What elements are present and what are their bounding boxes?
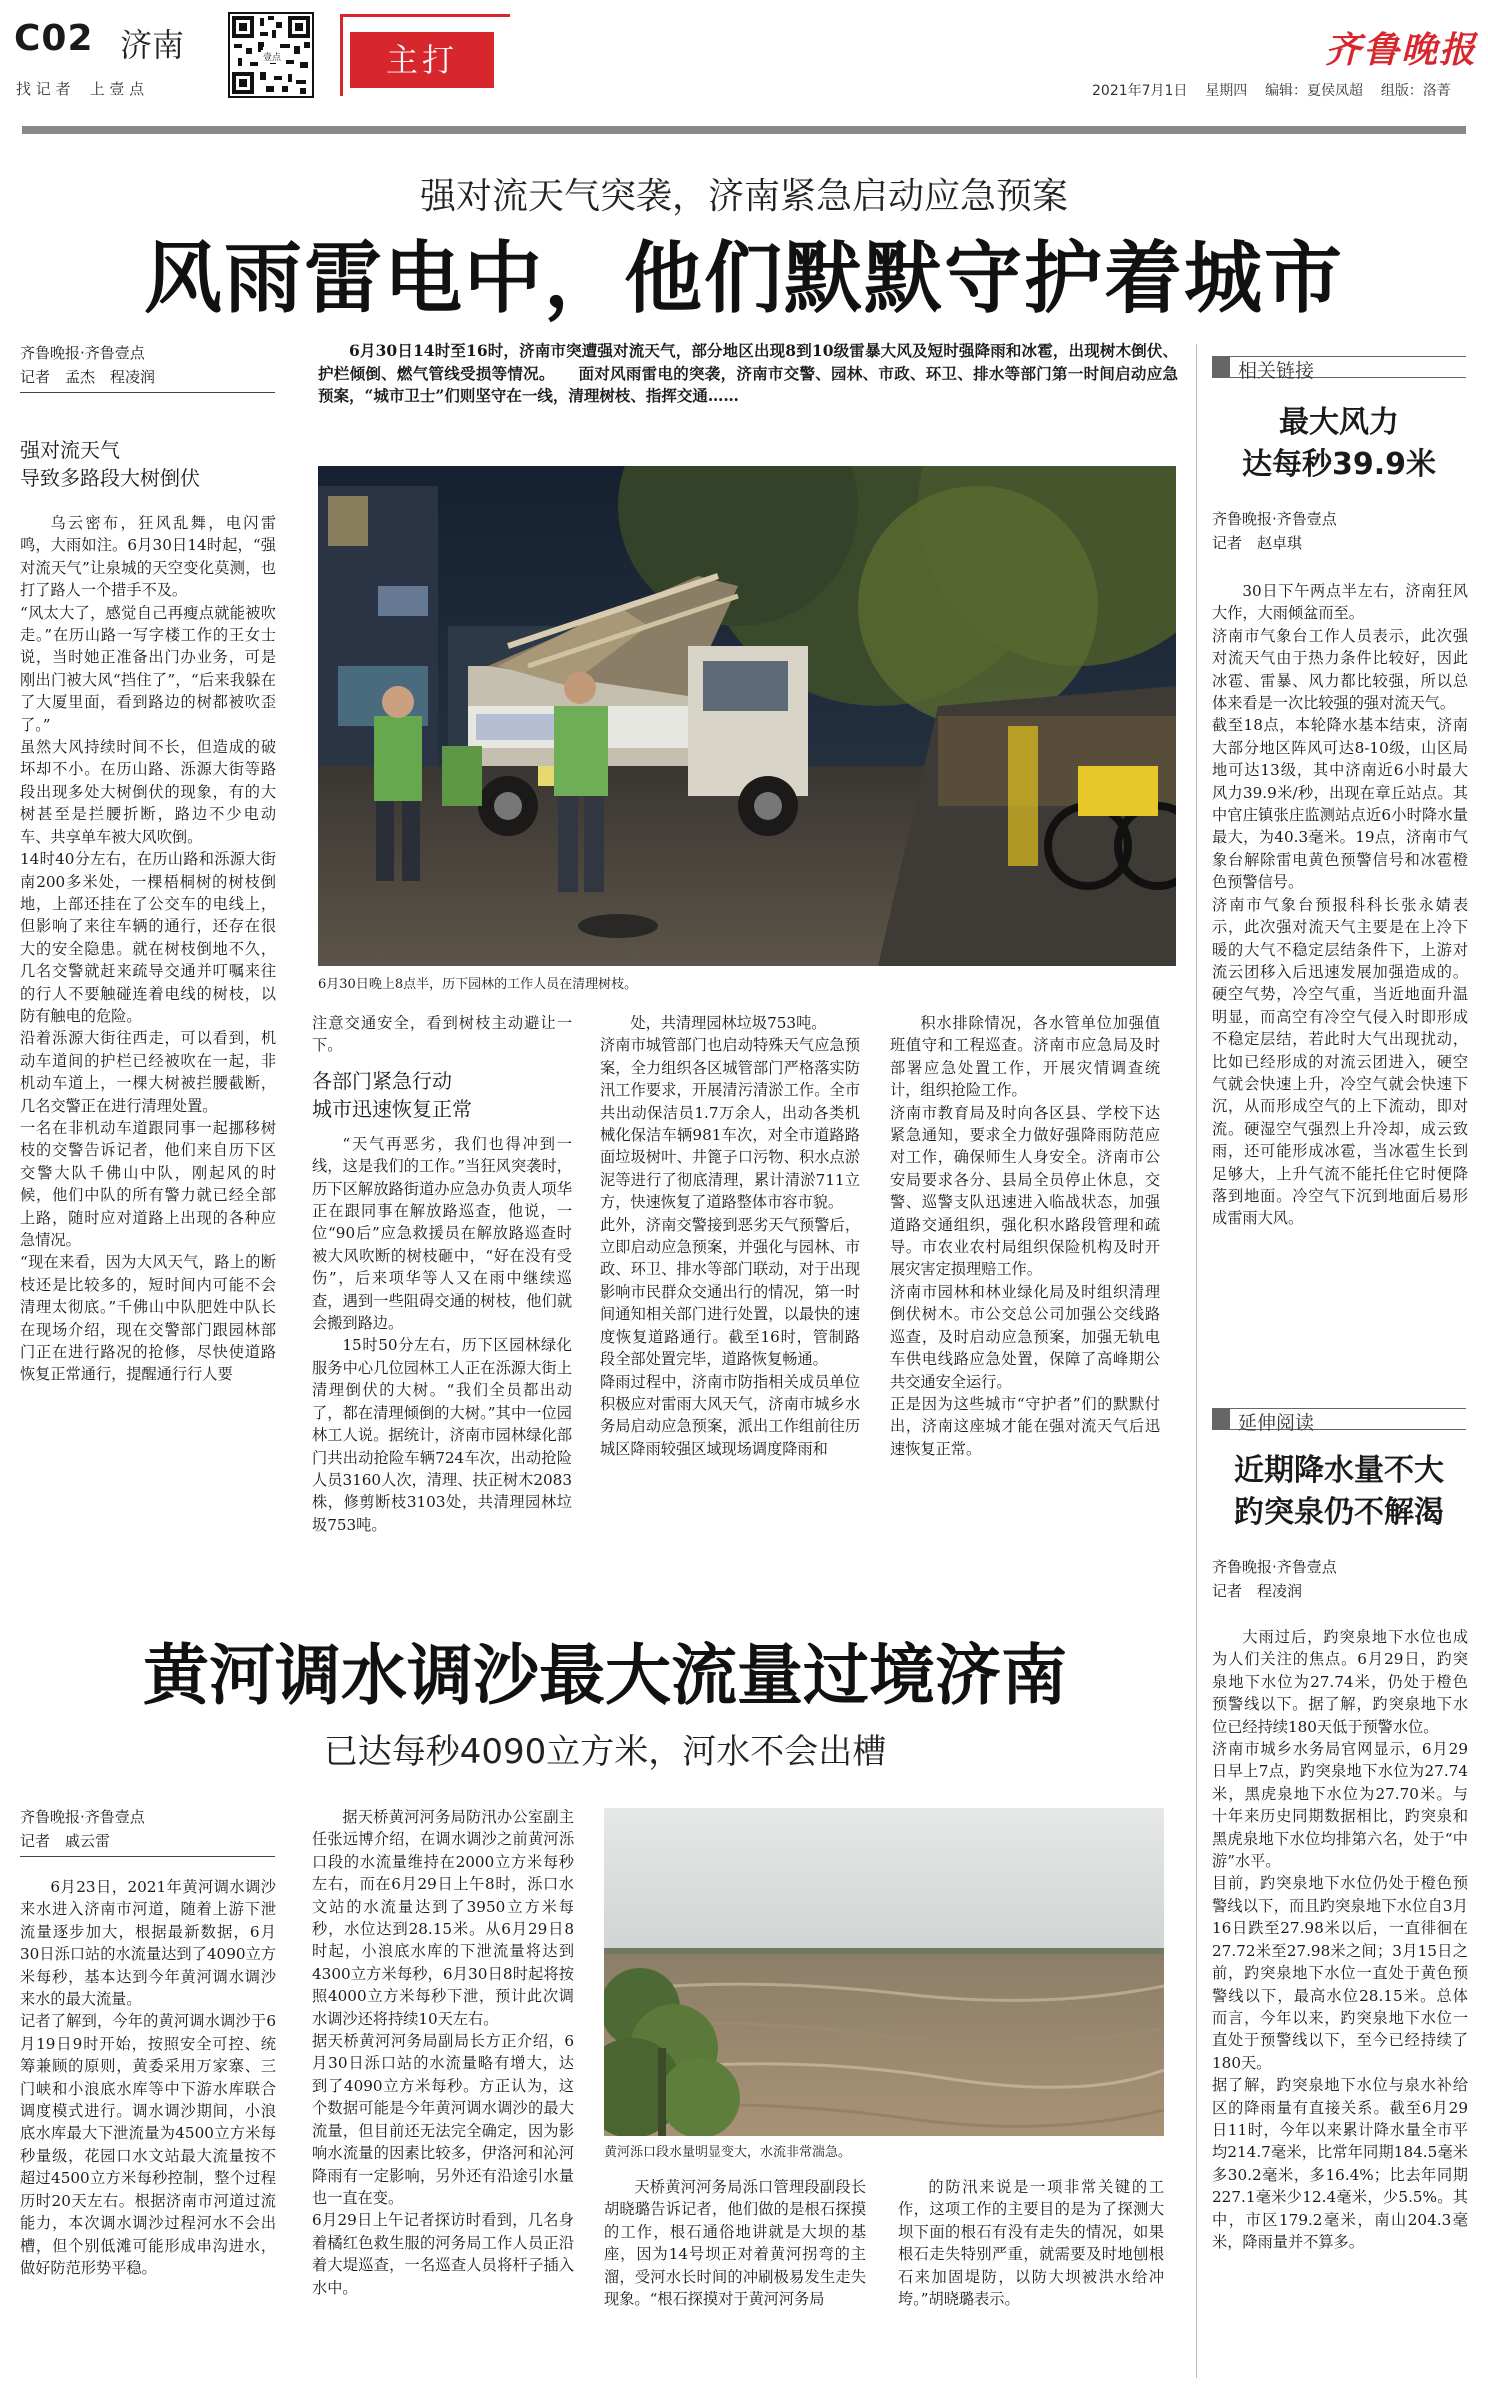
qr-label: 壹点 (261, 50, 283, 63)
qr-code (228, 12, 314, 98)
story2-photo-caption: 黄河泺口段水量明显变大，水流非常湍急。 (604, 2145, 852, 2160)
sidebar1-headline: 最大风力 达每秒39.9米 (1241, 405, 1437, 482)
sidebar2-text: 大雨过后，趵突泉地下水位也成为人们关注的焦点。6月29日，趵突泉地下水位为27.74米，仍处于橙色预警线以下。据了解，趵突泉地下水位已经持续180天低于预警水位。 济南市城乡水务局官网显示，6月29日早上7点，趵突泉地下水位为27.74米，黑虎泉地下水位为27.70米。与十年来历史同期数据相比，趵突泉和黑虎泉地下水位均排第六名，处于“中游”水平。 目前，趵突泉地下水位仍处于橙色预警线以下，而且趵突泉地下水位自3月16日跌至27.98米以后，一直徘徊在27.72米至27.98米之间；3月15日之前，趵突泉地下水位一直处于黄色预警线以下，最高水位28.15米。总体而言，今年以来，趵突泉地下水位一直处于预警线以下，至今已经持续了180天。 据了解，趵突泉地下水位与泉水补给区的降雨量有直接关系。截至6月29日11时，今年以来累计降水量全市平均214.7毫米，比常年同期184.5毫米多30.2毫米，多16.4%；比去年同期227.1毫米少12.4毫米，少5.5%。其中，市区179.2毫米，南山204.3毫米，降雨量并不算多。 (1212, 1628, 1468, 2251)
story1-subhead-1: 强对流天气 导致多路段大树倒伏 (20, 438, 200, 490)
section-name: 济南 (120, 26, 185, 64)
sidebar2-byline-reporter: 记者 程凌润 (1212, 1582, 1303, 1600)
story2-photo (604, 1808, 1164, 2136)
story1-column-3: 处，共清理园林垃圾753吨。 济南市城管部门也启动特殊天气应急预案，全力组织各区城管部门严格落实防汛工作要求，开展清污清淤工作。全市共出动保洁员1.7万余人，出动各类机械化保洁车辆981车次，对全市道路路面垃圾树叶、井篦子口污物、积水点淤泥等进行了彻底清理，累计清淤711立方，快速恢复了道路整体市容市貌。 此外，济南交警接到恶劣天气预警后，立即启动应急预案，并强化与园林、市政、环卫、排水等部门联动，对于出现影响市民群众交通出行的情况，第一时间通知相关部门进行处置，以最快的速度恢复道路通行。截至16时，管制路段全部处置完毕，道路恢复畅通。 降雨过程中，济南市防指相关成员单位积极应对雷雨大风天气，济南市城乡水务局启动应急预案，派出工作组前往历城区降雨较强区域现场调度降雨和 (600, 1014, 860, 1458)
story1-column-4: 积水排除情况，各水管单位加强值班值守和工程巡查。济南市应急局及时部署应急处置工作，开展灾情调查统计，组织抢险工作。 济南市教育局及时向各区县、学校下达紧急通知，要求全力做好强降雨防范应对工作，确保师生人身安全。济南市公安局要求各分、县局全员停止休息，交警、巡警支队迅速进入临战状态，加强道路交通组织，强化积水路段管理和疏导。市农业农村局组织保险机构及时开展灾害定损理赔工作。 济南市园林和林业绿化局及时组织清理倒伏树木。市公交总公司加强公交线路巡查，及时启动应急预案，加强无轨电车供电线路应急处置，保障了高峰期公共交通安全运行。 正是因为这些城市“守护者”们的默默付出，济南这座城才能在强对流天气后迅速恢复正常。 (890, 1014, 1160, 1458)
brand-logo: 齐鲁晚报 (1325, 29, 1478, 71)
sidebar2-tag: 延伸阅读 (1238, 1412, 1315, 1434)
slogan: 找 记 者 上 壹 点 (16, 80, 145, 98)
story2-column-3: 天桥黄河河务局泺口管理段副段长胡晓璐告诉记者，他们做的是根石探摸的工作，根石通俗地讲就是大坝的基座，因为14号坝正对着黄河拐弯的主溜，受河水长时间的冲刷极易发生走失现象。“根石探摸对于黄河河务局 (604, 2178, 866, 2309)
sidebar1-byline-org: 齐鲁晚报·齐鲁壹点 (1212, 510, 1337, 528)
sidebar1-text: 30日下午两点半左右，济南狂风大作，大雨倾盆而至。 济南市气象台工作人员表示，此次强对流天气由于热力条件比较好，因此冰雹、雷暴、风力都比较强，所以总体来看是一次比较强的强对流天气。 截至18点，本轮降水基本结束，济南大部分地区阵风可达8-10级，山区局地可达13级，其中济南近6小时最大风力39.9米/秒，出现在章丘站点。其中官庄镇张庄监测站点近6小时降水量最大，为40.3毫米。19点，济南市气象台解除雷电黄色预警信号和冰雹橙色预警信号。 济南市气象台预报科科长张永婧表示，此次强对流天气主要是在上冷下暖的大气不稳定层结条件下，上游对流云团移入后迅速发展加强造成的。硬空气势，冷空气重，当近地面升温明显，而高空有冷空气侵入时即形成不稳定层结，若此时大气出现扰动，比如已经形成的对流云团进入，硬空气就会快速上升，冷空气就会快速下沉，从而形成空气的上下流动，即对流。硬湿空气强烈上升冷却，成云致雨，还可能形成冰雹，当冰雹生长到足够大，上升气流不能托住它时便降落到地面。冷空气下沉到地面后易形成雷雨大风。 (1212, 582, 1468, 1228)
story2-column-1: 6月23日，2021年黄河调水调沙来水进入济南市河道，随着上游下泄流量逐步加大，根据最新数据，6月30日泺口站的水流量达到了4090立方米每秒，基本达到今年黄河调水调沙来水的最大流量。 记者了解到，今年的黄河调水调沙于6月19日9时开始，按照安全可控、统筹兼顾的原则，黄委采用万家寨、三门峡和小浪底水库等中下游水库联合调度模式进行。调水调沙期间，小浪底水库最大下泄流量为4500立方米每秒量级，花园口水文站最大流量按不超过4500立方米每秒控制，整个过程历时20天左右。根据济南市河道过流能力，本次调水调沙过程河水不会出槽，但个别低滩可能形成串沟进水，做好防范形势平稳。 (20, 1878, 276, 2277)
sidebar1-tag-box (1212, 356, 1230, 378)
story1-column-2-paragraph: 15时50分左右，历下区园林绿化服务中心几位园林工人正在泺源大街上清理倒伏的大树。“我们全员都出动了，都在清理倾倒的大树。”其中一位园林工人说。据统计，济南市园林绿化部门共出动抢险车辆724车次，出动抢险人员3160人次，清理、扶正树木2083株，修剪断枝3103处，共清理园林垃圾753吨。 (312, 1336, 572, 1534)
sidebar2-byline-org: 齐鲁晚报·齐鲁壹点 (1212, 1558, 1337, 1576)
story2-column-4: 的防汛来说是一项非常关键的工作，这项工作的主要目的是为了探测大坝下面的根石有没有走失的情况，如果根石走失特别严重，就需要及时地刨根石来加固堤防，以防大坝被洪水给冲垮。”胡晓璐表示。 (898, 2178, 1164, 2309)
story1-byline-org: 齐鲁晚报·齐鲁壹点 (20, 344, 145, 362)
story1-headline: 风雨雷电中，他们默默守护着城市 (143, 234, 1344, 324)
sidebar1-tag: 相关链接 (1238, 360, 1315, 382)
story1-column-2-first-para: 注意交通安全，看到树枝主动避让一下。 (312, 1014, 572, 1055)
story1-byline-reporter: 记者 孟杰 程凌润 (20, 366, 275, 393)
story2-kicker: 已达每秒4090立方米，河水不会出槽 (323, 1732, 887, 1772)
story1-subhead-2: 各部门紧急行动 城市迅速恢复正常 (312, 1069, 472, 1121)
sidebar2-headline: 近期降水量不大 趵突泉仍不解渴 (1234, 1453, 1444, 1530)
page-meta: 2021年7月1日 星期四 编辑：夏侯凤超 组版：洛菁 (1092, 83, 1451, 99)
header-rule (22, 126, 1466, 134)
sidebar2-tag-box (1212, 1408, 1230, 1430)
page-code: C02 (14, 18, 94, 59)
story2-column-2: 据天桥黄河河务局防汛办公室副主任张远博介绍，在调水调沙之前黄河泺口段的水流量维持在2000立方米每秒左右，而在6月29日上午8时，泺口水文站的水流量达到了3950立方米每秒，水位达到28.15米。从6月29日8时起，小浪底水库的下泄流量将达到4300立方米每秒，6月30日8时起将按照4000立方米每秒下泄，预计此次调水调沙还将持续10天左右。 据天桥黄河河务局副局长方正介绍，6月30日泺口站的水流量略有增大，达到了4090立方米每秒。方正认为，这个数据可能是今年黄河调水调沙的最大流量，但目前还无法完全确定，因为影响水流量的因素比较多，伊洛河和沁河降雨有一定影响，另外还有沿途引水量也一直在变。 6月29日上午记者探访时看到，几名身着橘红色救生服的河务局工作人员正沿着大堤巡查，一名巡查人员将杆子插入水中。 (312, 1808, 574, 2297)
sidebar1-byline-reporter: 记者 赵卓琪 (1212, 534, 1303, 552)
story1-kicker: 强对流天气突袭，济南紧急启动应急预案 (419, 176, 1068, 217)
column-rule-sidebar (1196, 344, 1197, 2378)
story2-headline: 黄河调水调沙最大流量过境济南 (143, 1637, 1067, 1714)
story1-photo (318, 466, 1176, 966)
story2-byline-org: 齐鲁晚报·齐鲁壹点 (20, 1808, 145, 1826)
story1-column-2-body (312, 1012, 572, 1600)
story1-column-2-paragraph: “天气再恶劣，我们也得冲到一线，这是我们的工作。”当狂风突袭时，历下区解放路街道办应急办负责人项华正在跟同事在解放路巡查，他说，一位“90后”应急救援员在解放路巡查时被大风吹断的树枝砸中，“好在没有受伤”，后来项华等人又在雨中继续巡查，遇到一些阻碍交通的树枝，他们就会搬到路边。 (312, 1134, 572, 1333)
tree-cleanup-photo-icon (318, 466, 1176, 966)
story2-byline-reporter: 记者 戚云雷 (20, 1830, 275, 1857)
section-tag: 主打 (350, 32, 494, 88)
story1-subhead-2-spacer (312, 1057, 572, 1133)
story1-photo-caption: 6月30日晚上8点半，历下园林的工作人员在清理树枝。 (318, 977, 638, 992)
yellow-river-photo-icon (604, 1808, 1164, 2136)
story1-lede: 6月30日14时至16时，济南市突遭强对流天气，部分地区出现8到10级雷暴大风及短时强降雨和冰雹，出现树木倒伏、护栏倾倒、燃气管线受损等情况。 面对风雨雷电的突袭，济南市交警、园林、市政、环卫、排水等部门第一时间启动应急预案，“城市卫士”们则坚守在一线，清理树枝、指挥交通…… (318, 341, 1178, 406)
story1-column-1: 乌云密布，狂风乱舞，电闪雷鸣，大雨如注。6月30日14时起，“强对流天气”让泉城的天空变化莫测，也打了路人一个措手不及。 “风太大了，感觉自己再瘦点就能被吹走。”在历山路一写字楼工作的王女士说，当时她正准备出门办业务，可是刚出门被大风“挡住了”，“后来我躲在了大厦里面，看到路边的树都被吹歪了。” 虽然大风持续时间不长，但造成的破坏却不小。在历山路、泺源大街等路段出现多处大树倒伏的现象，有的大树甚至是拦腰折断，路边不少电动车、共享单车被大风吹倒。 14时40分左右，在历山路和泺源大街南200多米处，一棵梧桐树的树枝倒地，上部还挂在了公交车的电线上，但影响了来往车辆的通行，还存在很大的安全隐患。就在树枝倒地不久，几名交警就赶来疏导交通并叮嘱来往的行人不要触碰连着电线的树枝，以防有触电的危险。 沿着泺源大街往西走，可以看到，机动车道间的护栏已经被吹在一起，非机动车道上，一棵大树被拦腰截断，几名交警正在进行清理处置。 一名在非机动车道跟同事一起挪移树枝的交警告诉记者，他们来自历下区交警大队千佛山中队，刚起风的时候，他们中队的所有警力就已经全部上路，随时应对道路上出现的各种应急情况。 “现在来看，因为大风天气，路上的断枝还是比较多的，短时间内可能不会清理太彻底。”千佛山中队肥姓中队长在现场介绍，现在交警部门跟园林部门正在进行路况的抢修，尽快使道路恢复正常通行，提醒通行行人要 (20, 514, 276, 1384)
